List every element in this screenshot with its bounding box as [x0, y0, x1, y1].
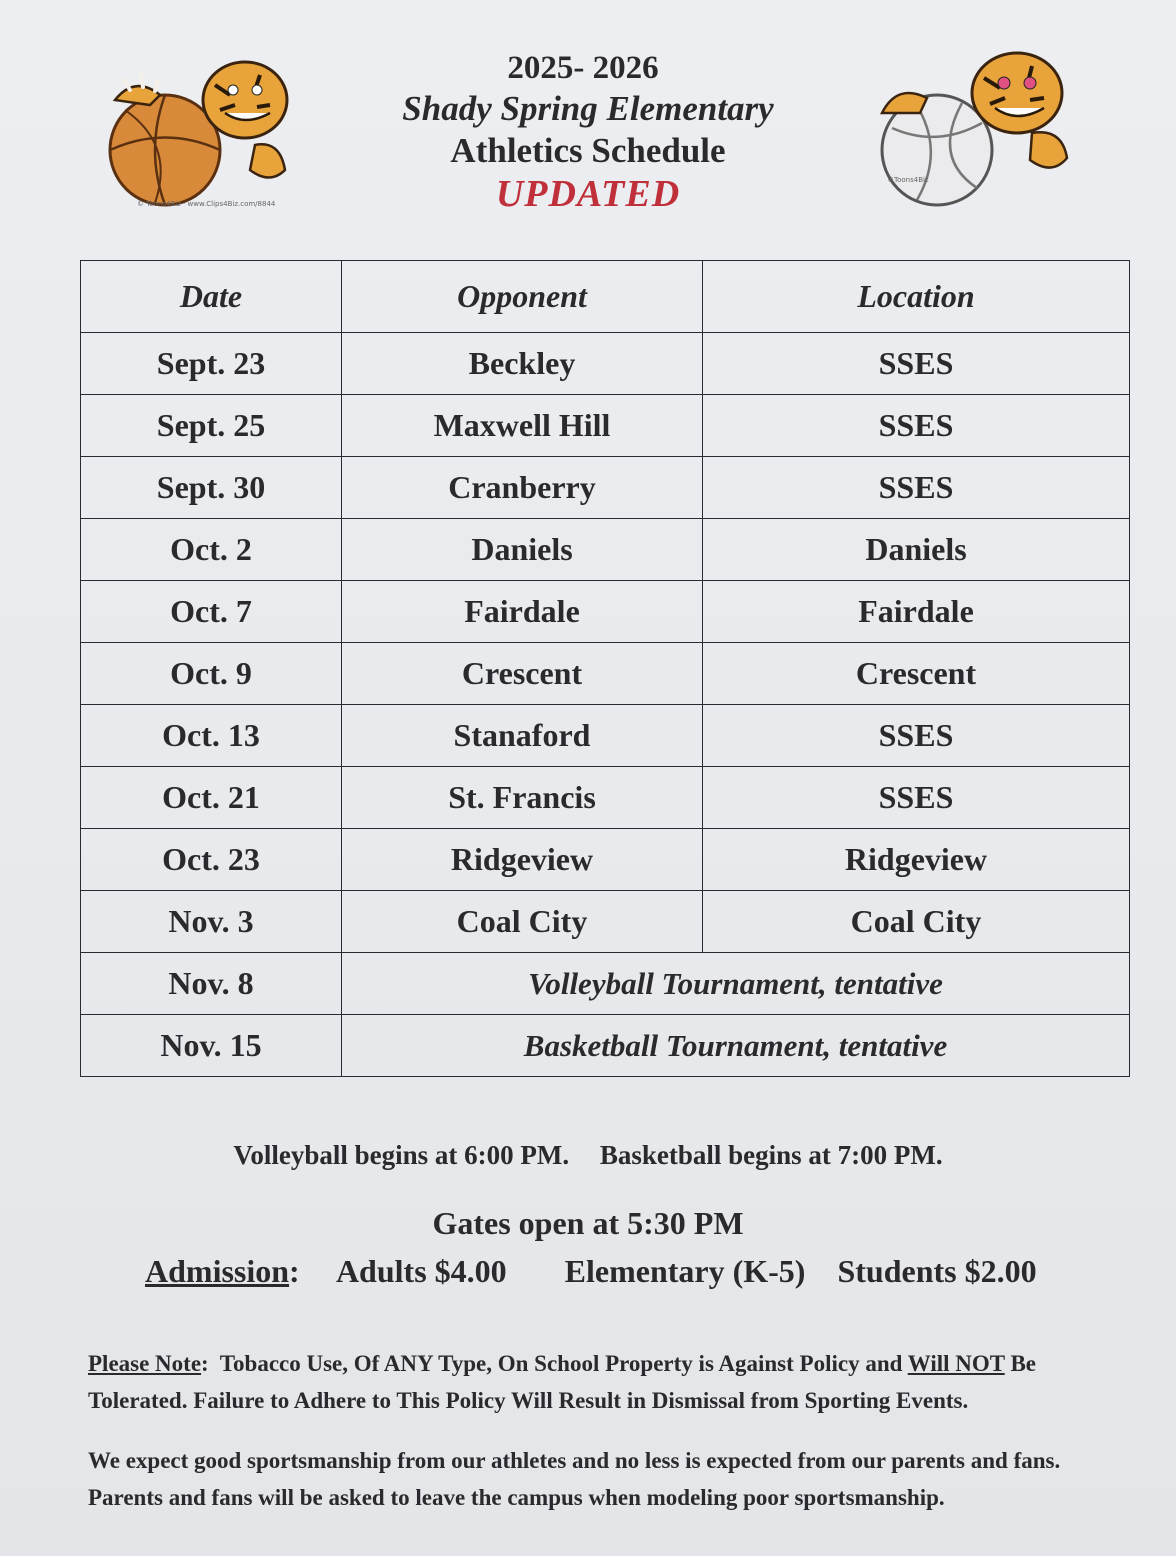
- tournament-row: [81, 1015, 1130, 1077]
- note-label: Please Note: [88, 1351, 202, 1376]
- cell-date: Nov. 15: [81, 1015, 342, 1077]
- header-date: Date: [81, 261, 342, 333]
- table-row: [81, 581, 1130, 643]
- sportsmanship-note: We expect good sportsmanship from our athletes and no less is expected from our parents and fans. Parents and fans will be asked to leave the campus when modeling poor sportsmanship.: [88, 1448, 1061, 1510]
- cell-opponent: St. Francis: [342, 767, 703, 829]
- admission-line: Admission: Adults $4.00 Elementary (K-5) Students $2.00: [145, 1253, 1037, 1289]
- cell-date: Sept. 30: [81, 457, 342, 519]
- header-location: Location: [703, 261, 1130, 333]
- cell-location: Fairdale: [703, 581, 1130, 643]
- elementary-label: Elementary (K-5): [564, 1253, 806, 1289]
- cell-opponent: Ridgeview: [342, 829, 703, 891]
- cell-location: Crescent: [703, 643, 1130, 705]
- table-row: [81, 891, 1130, 953]
- student-price: Students $2.00: [837, 1253, 1037, 1289]
- cell-opponent: Cranberry: [342, 457, 703, 519]
- updated-label: UPDATED: [495, 173, 681, 215]
- note-text-b: Be Tolerated. Failure to Adhere to This Policy Will Result in Dismissal from Sporting Events.: [88, 1351, 1036, 1413]
- cell-location: Ridgeview: [703, 829, 1130, 891]
- flyer-header: [0, 48, 1176, 216]
- cell-location: SSES: [703, 457, 1130, 519]
- clipart-credit: ©Toons4Biz: [887, 176, 929, 184]
- cell-location: SSES: [703, 767, 1130, 829]
- cell-tournament: Volleyball Tournament, tentative: [342, 953, 1130, 1015]
- cell-opponent: Crescent: [342, 643, 703, 705]
- table-row: [81, 829, 1130, 891]
- cell-opponent: Beckley: [342, 333, 703, 395]
- cell-location: SSES: [703, 333, 1130, 395]
- admission-label: Admission: [145, 1253, 290, 1289]
- tournament-row: [81, 953, 1130, 1015]
- cell-tournament: Basketball Tournament, tentative: [342, 1015, 1130, 1077]
- clipart-credit: © Toons4Biz · www.Clips4Biz.com/8844: [137, 200, 276, 208]
- table-row: [81, 519, 1130, 581]
- cell-date: Oct. 7: [81, 581, 342, 643]
- cell-date: Nov. 3: [81, 891, 342, 953]
- schedule-title: Athletics Schedule: [450, 131, 726, 170]
- table-row: [81, 333, 1130, 395]
- cell-date: Oct. 2: [81, 519, 342, 581]
- table-row: [81, 457, 1130, 519]
- table-header-row: [81, 261, 1130, 333]
- note-text-a: Tobacco Use, Of ANY Type, On School Property is Against Policy and: [219, 1351, 903, 1376]
- tobacco-policy-note: Please Note: Tobacco Use, Of ANY Type, On School Property is Against Policy and Will NOT Be Tolerated. Failure to Adhere to This Policy Will Result in Dismissal from Sporting Events.: [88, 1351, 1036, 1413]
- cell-date: Oct. 21: [81, 767, 342, 829]
- cell-opponent: Fairdale: [342, 581, 703, 643]
- schedule-table: [80, 260, 1130, 1077]
- cell-location: Coal City: [703, 891, 1130, 953]
- cell-location: SSES: [703, 395, 1130, 457]
- basketball-time: Basketball begins at 7:00 PM.: [599, 1140, 943, 1170]
- cell-location: Daniels: [703, 519, 1130, 581]
- game-times: [0, 1140, 1176, 1171]
- cell-opponent: Stanaford: [342, 705, 703, 767]
- table-row: [81, 767, 1130, 829]
- header-opponent: Opponent: [342, 261, 703, 333]
- volleyball-time: Volleyball begins at 6:00 PM.: [233, 1140, 570, 1170]
- gates-open: Gates open at 5:30 PM: [432, 1205, 744, 1241]
- note-emphasis: Will NOT: [907, 1351, 1005, 1376]
- cell-date: Sept. 25: [81, 395, 342, 457]
- season-years: 2025- 2026: [507, 50, 659, 86]
- cell-date: Oct. 23: [81, 829, 342, 891]
- cell-date: Oct. 9: [81, 643, 342, 705]
- cell-date: Sept. 23: [81, 333, 342, 395]
- cell-date: Oct. 13: [81, 705, 342, 767]
- table-row: [81, 705, 1130, 767]
- cell-opponent: Daniels: [342, 519, 703, 581]
- school-name: Shady Spring Elementary: [402, 89, 774, 128]
- adult-price: Adults $4.00: [335, 1253, 507, 1289]
- cell-location: SSES: [703, 705, 1130, 767]
- table-row: [81, 643, 1130, 705]
- cell-opponent: Maxwell Hill: [342, 395, 703, 457]
- table-row: [81, 395, 1130, 457]
- cell-opponent: Coal City: [342, 891, 703, 953]
- cell-date: Nov. 8: [81, 953, 342, 1015]
